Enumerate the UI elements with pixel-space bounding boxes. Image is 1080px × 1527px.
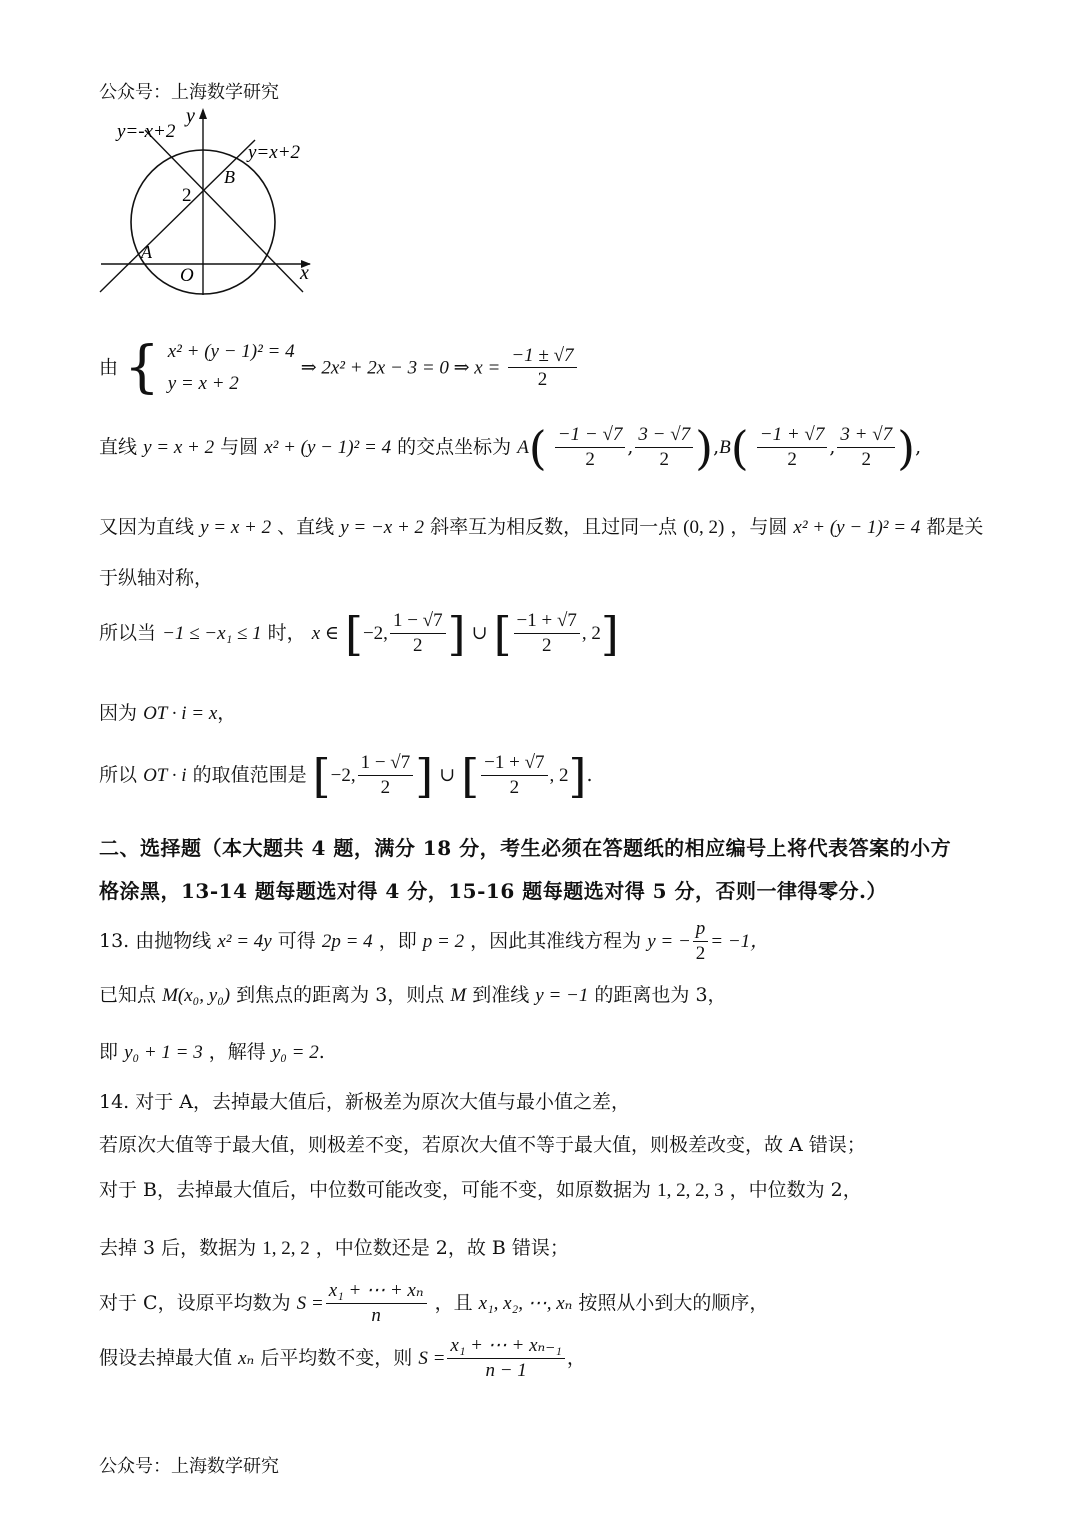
den: n − 1 [485,1359,527,1381]
math: y₀ = 2 [271,1042,319,1063]
fraction [514,610,580,658]
text: 的交点坐标为 [397,435,512,458]
text: ， [566,1346,586,1369]
text: ，与圆 [730,516,788,538]
text: 时， [267,621,306,644]
text: ，即 [378,929,417,952]
num: x₁ + ⋯ + xₙ [326,1280,427,1304]
math: 1, 2, 2, 3 [657,1180,724,1201]
union-symbol: ∪ [471,622,488,644]
text: 到焦点的距离为 3，则点 [236,984,445,1006]
text: 对于 C，设原平均数为 [99,1291,291,1314]
math: −2, [362,622,388,644]
fraction [837,424,895,472]
dot-product-line: 因为 OT · i = x， [99,702,237,724]
math: x² + (y − 1)² = 4 [264,436,392,458]
fraction [390,610,446,658]
math: OT · i [143,764,187,786]
text: 所以当 [99,621,157,644]
math: S = [418,1347,446,1369]
text: 的距离也为 3， [594,984,727,1006]
q13-line1 [99,918,769,966]
system-result: ⇒ 2x² + 2x − 3 = 0 ⇒ x = [300,357,501,379]
text: ，中位数为 2， [729,1179,862,1201]
math: x² = 4y [217,930,272,952]
fraction [358,752,414,800]
math: y = x + 2 [143,436,215,458]
text: 已知点 [99,984,157,1006]
text: 假设去掉最大值 [99,1346,233,1369]
system-lines [168,336,295,401]
math: OT · i = x [143,703,218,724]
math: x₁, x₂, ⋯, xₙ [478,1292,573,1314]
math: y = − [647,930,691,952]
num: 3 + √7 [837,424,895,448]
fraction-den: 2 [537,369,548,391]
label-line2: y=x+2 [248,142,301,163]
text: 到准线 [472,984,530,1006]
text: 直线 [99,435,138,458]
text: ，因此其准线方程为 [470,929,642,952]
math: p = 2 [422,930,465,952]
fraction [757,424,828,472]
math: −1 ≤ −x₁ ≤ 1 [162,622,262,644]
text: 斜率互为相反数，且过同一点 [430,516,678,538]
text: ，且 [434,1291,473,1314]
math: y₀ + 1 = 3 [124,1042,203,1063]
den: 2 [413,634,423,656]
page-header: 公众号：上海数学研究 [99,82,279,103]
label-tick-2: 2 [182,185,192,206]
text: 与圆 [220,435,259,458]
text: 13. 由抛物线 [99,929,212,952]
system-eq2: y = x + 2 [167,373,239,395]
fraction [481,752,547,800]
text: ，中位数还是 2，故 B 错误； [315,1237,569,1259]
label-x: x [300,262,309,284]
system-fraction [508,345,576,393]
text-by: 由 [99,356,119,379]
intersection-line: 直线 y = x + 2 与圆 x² + (y − 1)² = 4 的交点坐标为 A( $\frac{-1 - √7}{2}$ , $\frac{3 - √7}{2}$ ),B( $\frac{-1 + √7}{2}$ , $\frac{3 + √7}{2}$ ), [99,420,922,475]
text: 、直线 [277,516,335,538]
q14-line1: 14. 对于 A，去掉最大值后，新极差为原次大值与最小值之差， [99,1091,631,1113]
symmetry-line [99,512,983,539]
union-symbol: ∪ [439,764,456,786]
fraction [693,918,709,966]
label-b: B [224,167,235,187]
num: 1 − √7 [390,610,446,634]
den: 2 [695,942,706,964]
den: 2 [659,448,670,470]
label-y: y [186,105,195,127]
den: 2 [787,448,797,470]
section-heading: 二、选择题（本大题共 4 题，满分 18 分，考生必须在答题纸的相应编号上将代表答案的小方 [99,836,952,860]
text: 所以 [99,763,138,786]
text: ，解得 [208,1041,266,1063]
num: −1 − √7 [555,424,626,448]
den: 2 [585,448,595,470]
fraction [326,1280,427,1328]
fraction [555,424,626,472]
math: = −1， [710,930,770,952]
math: , 2 [549,764,569,786]
num: p [693,918,709,942]
num: x₁ + ⋯ + xₙ₋₁ [447,1335,564,1359]
brace-symbol: { [124,335,160,401]
math: , 2 [581,622,601,644]
final-range-line: 所以 OT · i 的取值范围是 [−2, $\frac{1 - √7}{2}$ ] ∪ [ $\frac{-1 + √7}{2}$ , 2]. [99,748,593,803]
fraction-num: −1 ± √7 [508,345,576,369]
den: 2 [380,776,391,798]
fraction [635,424,693,472]
y-axis-arrow [199,108,207,119]
q14-line5 [99,1280,768,1328]
math: x² + (y − 1)² = 4 [793,517,921,538]
den: 2 [541,634,552,656]
text: 又因为直线 [99,516,195,538]
text: 即 [99,1041,119,1063]
den: 2 [861,448,872,470]
point-b: B [719,436,731,458]
math: 1, 2, 2 [262,1238,310,1259]
text: 可得 [277,929,316,952]
math: −2, [330,764,356,786]
q14-line6 [99,1335,586,1383]
num: −1 + √7 [757,424,828,448]
math: y = −1 [535,985,589,1006]
label-origin: O [180,265,194,286]
math: y = −x + 2 [340,517,425,538]
system-eq1: x² + (y − 1)² = 4 [167,341,295,362]
text: 按照从小到大的顺序， [578,1291,769,1314]
math: xₙ [238,1347,255,1369]
text-line: 于纵轴对称， [99,567,214,589]
q14-line4 [99,1233,569,1260]
math: M [450,985,467,1006]
label-line1: y=-x+2 [117,121,176,142]
q14-line2: 若原次大值等于最大值，则极差不变，若原次大值不等于最大值，则极差改变，故 A 错误； [99,1134,866,1156]
equation-system [99,336,579,401]
num: 3 − √7 [635,424,693,448]
section-heading: 格涂黑，13-14 题每题选对得 4 分，15-16 题每题选对得 5 分，否则一律得零分.） [99,879,888,903]
fraction [447,1335,564,1383]
num: 1 − √7 [358,752,414,776]
num: −1 + √7 [514,610,580,634]
point-a: A [517,436,529,458]
q13-line2 [99,980,727,1007]
text: 后平均数不变，则 [260,1346,413,1369]
q13-line3: 即 y₀ + 1 = 3 ，解得 y₀ = 2. [99,1041,325,1063]
math: x ∈ [311,622,339,644]
text: 对于 B，去掉最大值后，中位数可能改变，可能不变，如原数据为 [99,1179,652,1201]
label-a: A [141,242,152,262]
text: 都是关 [926,516,984,538]
q14-line3 [99,1175,862,1202]
geometry-figure [95,100,325,300]
num: −1 + √7 [481,752,547,776]
den: n [371,1304,381,1326]
math: S = [296,1292,324,1314]
math: (0, 2) [683,517,725,538]
math: M(x₀, y₀) [162,985,231,1006]
range-line: 所以当 −1 ≤ −x₁ ≤ 1 时， x ∈ [−2, $\frac{1 - √7}{2}$ ] ∪ [ $\frac{-1 + √7}{2}$ , 2] [99,606,619,661]
den: 2 [509,776,520,798]
text: 因为 [99,702,138,724]
text: 的取值范围是 [192,763,307,786]
page-footer: 公众号：上海数学研究 [99,1456,279,1477]
math: y = x + 2 [200,517,272,538]
text: 去掉 3 后，数据为 [99,1237,257,1259]
math: 2p = 4 [321,930,373,952]
